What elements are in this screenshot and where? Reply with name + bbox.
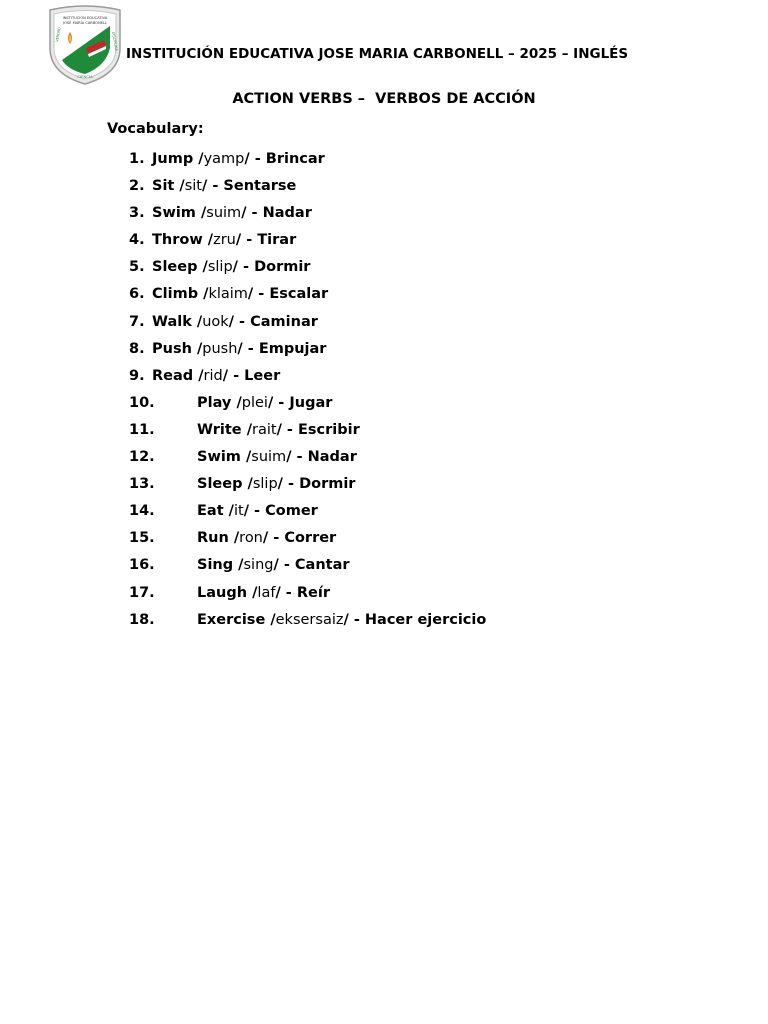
item-meaning: Caminar: [250, 313, 318, 330]
vocabulary-list: [0, 151, 768, 639]
item-meaning: Escalar: [269, 286, 329, 303]
school-crest-icon: [46, 4, 124, 86]
item-number: 16.: [129, 557, 155, 574]
item-entry: Climb /klaim/ - Escalar: [152, 286, 329, 303]
logo-text-bottom: CIENCIA: [77, 74, 93, 79]
item-pronunciation: sing: [243, 557, 274, 574]
item-entry: Jump /yamp/ - Brincar: [152, 151, 325, 167]
item-word: Sleep: [197, 476, 243, 493]
vocabulary-item: [0, 314, 768, 341]
item-pronunciation: suim: [206, 205, 242, 222]
item-number: 9.: [129, 367, 145, 384]
vocabulary-item: [0, 205, 768, 232]
item-number: 18.: [129, 611, 155, 628]
item-meaning: Tirar: [257, 232, 297, 249]
item-number: 15.: [129, 530, 155, 547]
item-number: 3.: [129, 205, 145, 222]
vocabulary-item: [0, 557, 768, 584]
item-word: Write: [197, 421, 242, 438]
item-word: Swim: [197, 449, 241, 466]
vocabulary-item: [0, 395, 768, 422]
item-number: 5.: [129, 259, 145, 276]
item-word: Laugh: [197, 584, 248, 601]
item-number: 13.: [129, 476, 155, 493]
item-pronunciation: suim: [251, 449, 287, 466]
item-word: Climb: [152, 286, 199, 303]
item-number: 4.: [129, 232, 145, 249]
item-meaning: Leer: [244, 367, 281, 384]
logo-text-top-1: INSTITUCIÓN EDUCATIVA: [62, 16, 108, 20]
item-entry: Run /ron/ - Correr: [197, 530, 337, 547]
item-entry: Exercise /eksersaiz/ - Hacer ejercicio: [197, 611, 487, 628]
vocabulary-item: [0, 503, 768, 530]
vocabulary-item: [0, 151, 768, 178]
item-meaning: Cantar: [294, 557, 350, 574]
item-number: 8.: [129, 340, 145, 357]
item-meaning: Brincar: [265, 151, 325, 167]
vocabulary-item: [0, 232, 768, 259]
item-number: 2.: [129, 178, 145, 195]
item-word: Swim: [152, 205, 196, 222]
item-word: Jump: [152, 151, 194, 167]
vocabulary-heading: Vocabulary:: [107, 121, 204, 137]
item-word: Play: [197, 394, 232, 411]
item-word: Push: [152, 340, 192, 357]
vocabulary-item: [0, 286, 768, 313]
item-entry: Sleep /slip/ - Dormir: [152, 259, 311, 276]
vocabulary-item: [0, 530, 768, 557]
item-word: Sing: [197, 557, 234, 574]
item-pronunciation: slip: [252, 476, 278, 493]
item-entry: Play /plei/ - Jugar: [197, 394, 333, 411]
item-word: Eat: [197, 503, 224, 520]
item-entry: Push /push/ - Empujar: [152, 340, 327, 357]
item-word: Run: [197, 530, 229, 547]
item-number: 1.: [129, 151, 145, 167]
item-word: Sleep: [152, 259, 198, 276]
item-meaning: Sentarse: [223, 178, 297, 195]
header-title: INSTITUCIÓN EDUCATIVA JOSE MARIA CARBONELL – 2025 – INGLÉS: [126, 46, 629, 62]
item-entry: Walk /uok/ - Caminar: [152, 313, 318, 330]
item-meaning: Escribir: [297, 421, 360, 438]
item-word: Exercise: [197, 611, 266, 628]
item-meaning: Correr: [284, 530, 337, 547]
item-meaning: Empujar: [258, 340, 327, 357]
item-entry: Swim /suim/ - Nadar: [197, 449, 357, 466]
vocabulary-item: [0, 585, 768, 612]
item-word: Walk: [152, 313, 192, 330]
item-number: 7.: [129, 313, 145, 330]
item-number: 11.: [129, 421, 155, 438]
item-entry: Eat /it/ - Comer: [197, 503, 318, 520]
vocabulary-item: [0, 341, 768, 368]
item-meaning: Comer: [265, 503, 318, 520]
item-pronunciation: rid: [203, 367, 223, 384]
item-pronunciation: uok: [202, 313, 229, 330]
vocabulary-item: [0, 449, 768, 476]
item-entry: Sleep /slip/ - Dormir: [197, 476, 356, 493]
item-pronunciation: eksersaiz: [275, 611, 344, 628]
item-pronunciation: sit: [184, 178, 202, 195]
item-entry: Sit /sit/ - Sentarse: [152, 178, 297, 195]
vocabulary-item: [0, 368, 768, 395]
item-meaning: Dormir: [254, 259, 311, 276]
vocabulary-item: [0, 476, 768, 503]
vocabulary-item: [0, 422, 768, 449]
item-entry: Throw /zru/ - Tirar: [152, 232, 297, 249]
item-pronunciation: it: [233, 503, 244, 520]
item-number: 6.: [129, 286, 145, 303]
item-number: 12.: [129, 449, 155, 466]
item-meaning: Reír: [296, 584, 330, 601]
item-meaning: Hacer ejercicio: [364, 611, 487, 628]
item-meaning: Nadar: [307, 449, 357, 466]
logo-text-left: VERDAD: [55, 26, 62, 43]
item-pronunciation: laf: [257, 584, 276, 601]
item-word: Throw: [152, 232, 203, 249]
item-word: Sit: [152, 178, 175, 195]
document-title: ACTION VERBS – VERBOS DE ACCIÓN: [232, 91, 536, 107]
item-entry: Swim /suim/ - Nadar: [152, 205, 312, 222]
vocabulary-item: [0, 612, 768, 639]
item-word: Read: [152, 367, 194, 384]
item-pronunciation: yamp: [203, 151, 245, 167]
item-pronunciation: zru: [213, 232, 236, 249]
item-meaning: Nadar: [262, 205, 312, 222]
item-pronunciation: push: [202, 340, 238, 357]
item-pronunciation: ron: [239, 530, 263, 547]
vocabulary-item: [0, 259, 768, 286]
item-number: 10.: [129, 394, 155, 411]
item-number: 17.: [129, 584, 155, 601]
item-entry: Read /rid/ - Leer: [152, 367, 281, 384]
item-entry: Write /rait/ - Escribir: [197, 421, 360, 438]
item-pronunciation: slip: [207, 259, 233, 276]
logo-text-top-2: JOSÉ MARÍA CARBONELL: [63, 21, 107, 25]
item-meaning: Dormir: [299, 476, 356, 493]
item-pronunciation: plei: [241, 394, 268, 411]
item-entry: Laugh /laf/ - Reír: [197, 584, 330, 601]
vocabulary-item: [0, 178, 768, 205]
item-number: 14.: [129, 503, 155, 520]
item-pronunciation: klaim: [208, 286, 248, 303]
logo-text-right: DISCIPLINA: [111, 31, 119, 52]
item-meaning: Jugar: [289, 394, 333, 411]
item-pronunciation: rait: [252, 421, 277, 438]
item-entry: Sing /sing/ - Cantar: [197, 557, 350, 574]
